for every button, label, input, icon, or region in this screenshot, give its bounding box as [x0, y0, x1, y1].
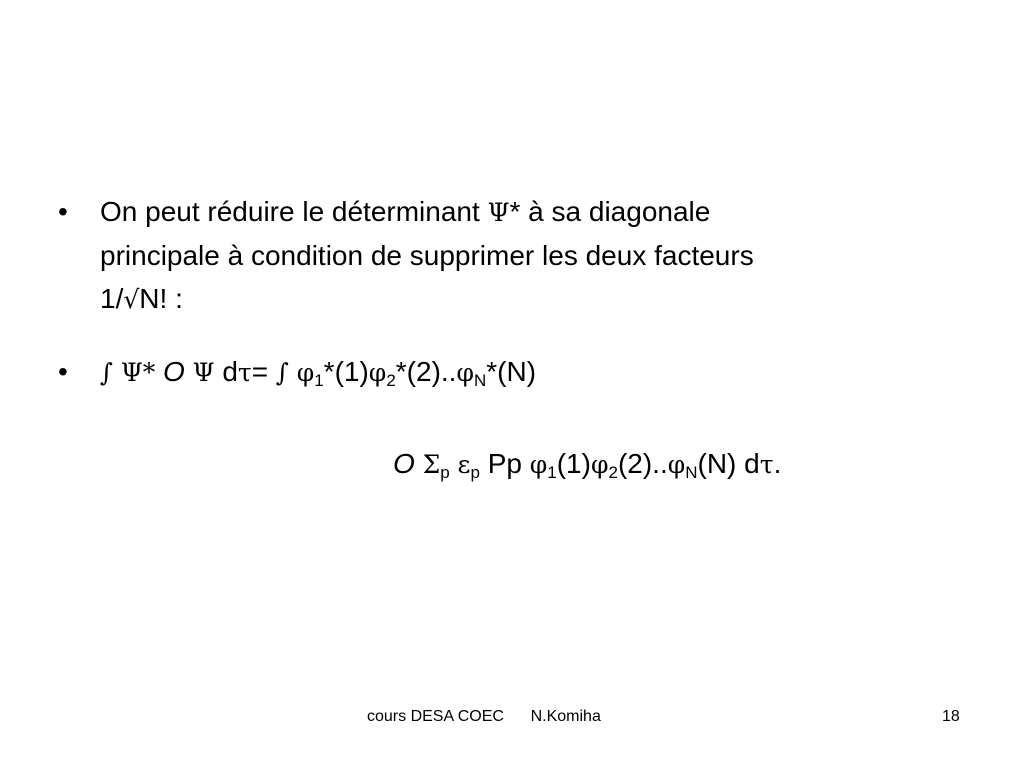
equals-sign: = — [251, 356, 269, 387]
phi-symbol: φ — [296, 358, 315, 387]
phi-symbol: φ — [590, 450, 609, 479]
formula-line-2 — [393, 442, 781, 486]
subscript: N — [473, 371, 487, 390]
psi-symbol: Ψ — [120, 358, 143, 387]
bullet-line — [100, 190, 958, 234]
argument-text: (1) — [556, 448, 591, 479]
bullet-item-formula — [58, 350, 958, 394]
subscript: 2 — [608, 463, 618, 482]
bullet-dot: • — [58, 356, 68, 387]
period: . — [773, 448, 782, 479]
sqrt-symbol: √ — [123, 285, 140, 314]
bullet-line: principale à condition de supprimer les deux facteurs — [100, 240, 754, 271]
tau-symbol: τ — [759, 450, 774, 479]
bullet-text: * à sa diagonale — [509, 196, 711, 227]
bullet-item-determinant — [58, 190, 958, 321]
subscript: 2 — [386, 371, 396, 390]
psi-symbol: Ψ — [192, 358, 215, 387]
bullet-text: N! : — [139, 283, 183, 314]
bullet-line — [100, 277, 958, 321]
argument-text: *(1) — [323, 356, 369, 387]
star-symbol: * — [142, 358, 156, 387]
argument-text: (N) d — [697, 448, 760, 479]
footer-page-number: 18 — [942, 708, 960, 725]
epsilon-symbol: ε — [457, 450, 471, 479]
psi-symbol: Ψ — [487, 198, 510, 227]
phi-symbol: φ — [529, 450, 548, 479]
bullet-text: 1/ — [100, 283, 124, 314]
subscript: 1 — [314, 371, 324, 390]
argument-text: *(2).. — [395, 356, 457, 387]
subscript: 1 — [547, 463, 557, 482]
integral-symbol: ∫ — [100, 358, 114, 387]
phi-symbol: φ — [368, 358, 387, 387]
phi-symbol: φ — [667, 450, 686, 479]
operator-o: O — [163, 356, 185, 387]
subscript: p — [470, 463, 480, 482]
bullet-text: On peut réduire le déterminant — [100, 196, 488, 227]
footer-course-author: cours DESA COEC N.Komiha — [367, 708, 601, 725]
integral-symbol: ∫ — [275, 358, 289, 387]
d-text: d — [222, 356, 238, 387]
tau-symbol: τ — [237, 358, 252, 387]
subscript: p — [440, 463, 450, 482]
sigma-symbol: Σ — [422, 450, 441, 479]
argument-text: (2).. — [617, 448, 668, 479]
pp-text: Pp — [487, 448, 522, 479]
formula-line-1 — [100, 350, 958, 394]
subscript: N — [685, 463, 698, 482]
bullet-list — [58, 190, 958, 394]
operator-o: O — [393, 448, 415, 479]
argument-text: *(N) — [486, 356, 537, 387]
bullet-dot: • — [58, 196, 68, 227]
phi-symbol: φ — [456, 358, 474, 387]
